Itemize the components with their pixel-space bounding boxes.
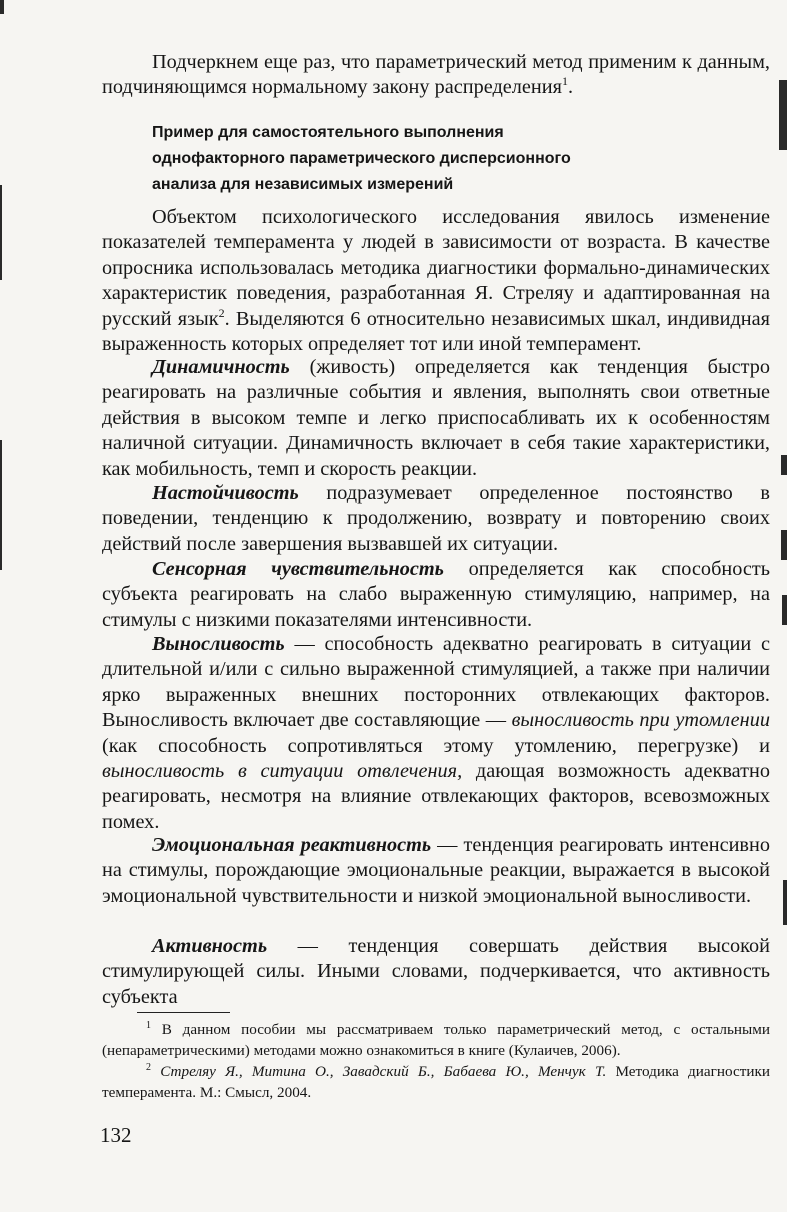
term-dynamism: Динамичность <box>152 356 290 378</box>
heading-line: однофакторного параметрического дисперсионного <box>152 150 571 167</box>
sub-term-fatigue: выносливость при утомлении <box>511 709 770 732</box>
scan-edge-mark <box>0 440 2 570</box>
object-paragraph: Объектом психологического исследования явилось изменение показателей темперамента у людей в зависимости от возраста. В качестве опросника использовалась методика диагностики формально-динамических характеристик поведения, разработанная Я. Стреляу и адаптированная на русский язык$^2$. Выделяются 6 относительно независимых шкал, индивидная выраженность которых определяет тот или иной темперамент. <box>102 206 770 356</box>
activity-paragraph: Активность — тенденция совершать действия высокой стимулирующей силы. Иными словами, подчеркивается, что активность субъекта <box>102 935 770 1008</box>
scan-edge-mark <box>781 455 787 475</box>
term-activity: Активность <box>152 935 268 957</box>
footnote-1: $^1$ В данном пособии мы рассматриваем только параметрический метод, с остальными (непараметрическими) методами можно ознакомиться в книге (Кулаичев, 2006). <box>102 1019 770 1059</box>
term-persistence: Настойчивость <box>152 482 299 504</box>
dynamism-paragraph: Динамичность (живость) определяется как тенденция быстро реагировать на различные события и явления, выполнять свои ответные действия в высоком темпе и легко приспосабливать их к особенностям наличной ситуации. Динамичность включает в себя такие характеристики, как мобильность, темп и скорость реакции. <box>102 356 770 480</box>
section-heading <box>152 120 712 198</box>
endurance-paragraph: Выносливость — способность адекватно реагировать в ситуации с длительной и/или с сильно выраженной стимуляцией, а также при наличии ярко выраженных внешних посторонних отвлекающих факторов. Выносливость включает две составляющие — выносливость при утомлении (как способность сопротивляться этому утомлению, перегрузке) и выносливость в ситуации отвлечения, дающая возможность адекватно реагировать, несмотря на влияние отвлекающих факторов, всевозможных помех. <box>102 633 770 833</box>
footnote-separator <box>137 1012 230 1013</box>
sensory-paragraph: Сенсорная чувствительность определяется как способность субъекта реагировать на слабо выраженную стимуляцию, например, на стимулы с низкими показателями интенсивности. <box>102 558 770 631</box>
scan-edge-mark <box>783 880 787 925</box>
footnote-2: $^2$ Стреляу Я., Митина О., Завадский Б., Бабаева Ю., Менчук Т. Методика диагностики темперамента. М.: Смысл, 2004. <box>102 1061 770 1101</box>
intro-paragraph: Подчеркнем еще раз, что параметрический метод применим к данным, подчиняющимся нормальному закону распределения$^1$. <box>102 51 770 99</box>
sub-term-distraction: выносливость в ситуации отвлечения, <box>102 760 463 783</box>
scan-edge-mark <box>0 0 4 14</box>
persistence-paragraph: Настойчивость подразумевает определенное постоянство в поведении, тенденцию к продолжению, возврату и повторению своих действий после завершения вызвавшей их ситуации. <box>102 482 770 555</box>
heading-line: Пример для самостоятельного выполнения <box>152 124 504 141</box>
term-emotional: Эмоциональная реактивность <box>152 834 432 856</box>
page-number: 132 <box>100 1123 132 1147</box>
term-endurance: Выносливость <box>152 633 285 655</box>
scan-edge-mark <box>782 595 787 625</box>
scan-edge-mark <box>779 80 787 150</box>
scan-edge-mark <box>781 530 787 560</box>
term-sensory: Сенсорная чувствительность <box>152 558 444 580</box>
scan-edge-mark <box>0 185 2 280</box>
heading-line: анализа для независимых измерений <box>152 176 454 193</box>
footnote-2-authors: Стреляу Я., Митина О., Завадский Б., Бабаева Ю., Менчук Т. <box>151 1063 607 1080</box>
emotional-paragraph: Эмоциональная реактивность — тенденция реагировать интенсивно на стимулы, порождающие эмоциональные реакции, выражается в высокой эмоциональной чувствительности и низкой эмоциональной выносливости. <box>102 834 770 907</box>
